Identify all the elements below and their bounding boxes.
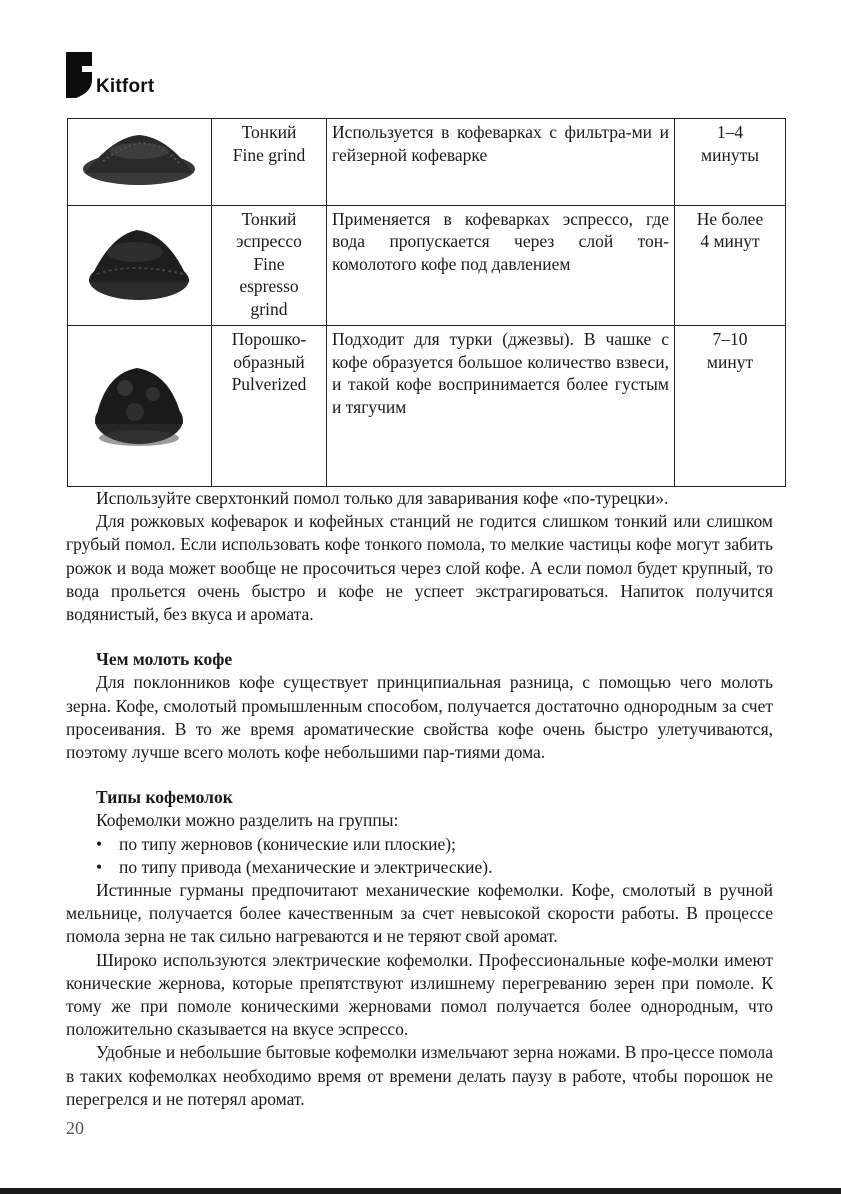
image-cell [68,326,212,487]
table-row [68,326,786,487]
grind-types-table [67,118,786,487]
body-text [66,487,773,1111]
grind-description: Применяется в кофеварках эспрессо, где вода пропускается через слой тон-комолотого кофе под давлением [327,205,675,326]
grind-time-line: 1–4 [716,122,744,142]
paragraph: Удобные и небольшие бытовые кофемолки измельчают зерна ножами. В про-цессе помола в таких кофемолках необходимо время от времени делать паузу в работе, чтобы порошок не перегрелся и не потерял аромат. [66,1042,773,1109]
grind-time-line: Не более [696,208,764,229]
paragraph: Для поклонников кофе существует принципиальная разница, с помощью чего молоть зерна. Кофе, смолотый промышленным способом, получается достаточно однородным за счет просеивания. В то же время ароматические свойства кофе очень быстро улетучиваются, поэтому лучше всего молоть кофе небольшими пар-тиями дома. [66,672,773,763]
grind-time-line: минут [706,351,754,372]
bullet-icon: • [96,856,103,877]
grind-name-line: Fine grind [232,144,306,165]
grind-time-line: 7–10 [712,329,748,349]
image-cell [68,119,212,206]
grind-name-cell [212,326,327,487]
grind-name-line: Тонкий [241,122,297,142]
grind-time-cell [675,205,786,326]
section-heading: Типы кофемолок [96,787,233,808]
table-row [68,119,786,206]
grind-name-line: grind [250,298,288,319]
grind-name-cell [212,205,327,326]
paragraph: Для рожковых кофеварок и кофейных станций не годится слишком тонкий или слишком грубый помол. Если использовать кофе тонкого помола, то мелкие частицы кофе могут забить рожок и вода может вообще не просочиться через слой кофе. А если помол будет крупный, то вода прольется очень быстро и кофе не успеет экстрагироваться. Напиток получится водянистый, без вкуса и аромата. [66,511,773,625]
espresso-ground-coffee-icon [73,208,206,318]
section-heading: Чем молоть кофе [96,649,233,670]
grind-time-cell [675,119,786,206]
grind-name-line: Pulverized [231,374,307,394]
grinder-types-list [66,833,773,879]
list-item [96,856,773,879]
grind-name-line: espresso [239,276,299,296]
paragraph: Используйте сверхтонкий помол только для заваривания кофе «по-турецки». [96,488,669,508]
grind-description: Подходит для турки (джезвы). В чашке с кофе образуется большое количество взвеси, и такой кофе воспринимается более густым и тягучим [327,326,675,487]
list-item [96,833,773,856]
paragraph: Истинные гурманы предпочитают механические кофемолки. Кофе, смолотый в ручной мельнице, получается более качественным за счет невысокой скорости работы. В процессе помола зерна не так сильно нагреваются и не теряют свой аромат. [66,880,773,947]
fine-ground-coffee-icon [73,121,206,197]
page-number: 20 [66,1118,84,1138]
bottom-rule [0,1188,841,1194]
pulverized-coffee-icon [73,328,206,478]
table-row [68,205,786,326]
list-lead: Кофемолки можно разделить на группы: [96,810,399,831]
paragraph: Широко используются электрические кофемолки. Профессиональные кофе-молки имеют конические жернова, которые препятствуют излишнему перегреванию зерен при помоле. К тому же при помоле коническими жерновами помол получается более однородным, что положительно сказывается на вкусе эспрессо. [66,949,773,1040]
bullet-icon: • [96,833,103,854]
image-cell [68,205,212,326]
grind-name-line: образный [233,351,305,372]
grind-name-line: эспрессо [236,231,302,251]
grind-time-cell [675,326,786,487]
grind-time-line: 4 минут [700,231,760,251]
grind-description: Используется в кофеварках с фильтра-ми и гейзерной кофеварке [327,119,675,206]
list-item-text: по типу жерновов (конические или плоские); [119,833,456,854]
grind-time-line: минуты [701,144,759,165]
brand-name: Kitfort [96,76,155,97]
grind-name-cell [212,119,327,206]
grind-name-line: Fine [253,253,285,274]
list-item-text: по типу привода (механические и электрические). [119,856,493,877]
grind-name-line: Порошко- [231,329,307,349]
kitfort-logo-icon [64,50,94,100]
grind-name-line: Тонкий [241,208,297,229]
